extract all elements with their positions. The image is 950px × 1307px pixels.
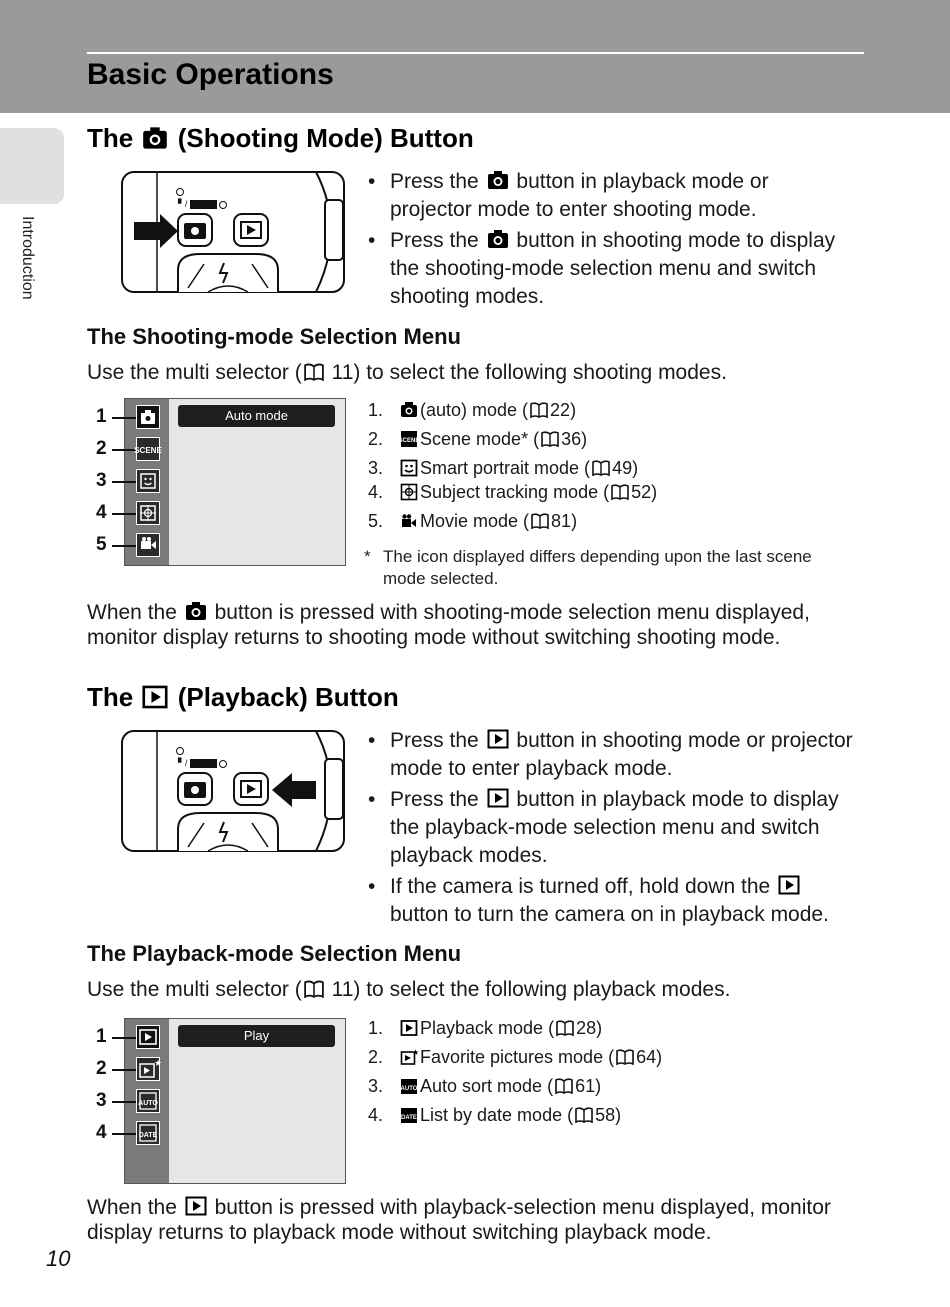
playback-menu-heading: The Playback-mode Selection Menu bbox=[87, 941, 462, 966]
list-by-date-icon bbox=[400, 1106, 418, 1124]
playback-mode-icon bbox=[136, 1025, 160, 1049]
callout-number: 1 bbox=[96, 1026, 107, 1047]
svg-text:★: ★ bbox=[154, 1059, 163, 1069]
shooting-closing-text: When the button is pressed with shooting-mode selection menu displayed, monitor display returns to shooting mode without switching shooting mode. bbox=[87, 601, 810, 649]
svg-text:▘/: ▘/ bbox=[178, 758, 188, 768]
svg-text:AUTO: AUTO bbox=[400, 1086, 418, 1092]
svg-text:AUTO: AUTO bbox=[138, 1100, 158, 1107]
svg-text:DATE: DATE bbox=[138, 1132, 158, 1139]
smart-portrait-icon bbox=[400, 459, 418, 477]
list-item: 2. ★ Favorite pictures mode ( 64) bbox=[368, 1047, 663, 1067]
book-icon bbox=[556, 1019, 574, 1037]
svg-text:▘/: ▘/ bbox=[178, 199, 188, 209]
svg-text:DATE: DATE bbox=[401, 1115, 417, 1121]
list-item: • Press the button in shooting mode to display the shooting-mode selection menu and switch shooting modes. bbox=[366, 227, 856, 311]
book-icon bbox=[616, 1048, 634, 1066]
book-icon bbox=[530, 401, 548, 419]
auto-sort-icon bbox=[400, 1077, 418, 1095]
playback-menu-intro: Use the multi selector ( 11) to select the following playback modes. bbox=[87, 978, 731, 1001]
shooting-mode-list bbox=[368, 398, 657, 538]
section-tab bbox=[0, 128, 64, 204]
shooting-button-bullets bbox=[366, 168, 856, 314]
svg-text:★: ★ bbox=[412, 1048, 420, 1057]
book-icon bbox=[541, 430, 559, 448]
playback-icon bbox=[778, 874, 800, 896]
list-item: • Press the button in playback mode to display the playback-mode selection menu and switch playback modes. bbox=[366, 786, 856, 870]
playback-icon bbox=[487, 728, 509, 750]
callout-number: 5 bbox=[96, 534, 107, 555]
callout-number: 3 bbox=[96, 470, 107, 491]
scene-mode-icon bbox=[400, 430, 418, 448]
shooting-button-heading: The (Shooting Mode) Button bbox=[87, 123, 474, 153]
list-item: 5. Movie mode ( 81) bbox=[368, 511, 578, 531]
book-icon bbox=[575, 1106, 593, 1124]
auto-mode-icon bbox=[136, 405, 160, 429]
list-item: 3. AUTO Auto sort mode ( 61) bbox=[368, 1076, 602, 1096]
list-item: 1. Playback mode ( 28) bbox=[368, 1018, 603, 1038]
scene-mode-icon bbox=[136, 437, 160, 461]
movie-mode-icon bbox=[400, 512, 418, 530]
callout-number: 1 bbox=[96, 406, 107, 427]
screen-title: Play bbox=[178, 1025, 335, 1047]
camera-icon bbox=[487, 228, 509, 250]
camera-icon bbox=[185, 600, 207, 622]
book-icon bbox=[611, 483, 629, 501]
list-item: • Press the button in playback mode or projector mode to enter shooting mode. bbox=[366, 168, 856, 224]
playback-mode-list bbox=[368, 1016, 662, 1132]
callout-number: 4 bbox=[96, 502, 107, 523]
chapter-header bbox=[0, 0, 950, 113]
book-icon bbox=[304, 979, 324, 999]
camera-back-illustration-playback bbox=[120, 729, 348, 853]
callout-number: 4 bbox=[96, 1122, 107, 1143]
playback-icon bbox=[185, 1195, 207, 1217]
shooting-mode-menu-screen bbox=[96, 398, 356, 568]
book-icon bbox=[304, 362, 324, 382]
playback-icon bbox=[487, 787, 509, 809]
list-by-date-icon bbox=[136, 1121, 160, 1145]
favorite-pictures-icon bbox=[136, 1057, 163, 1081]
playback-mode-menu-screen bbox=[96, 1018, 356, 1186]
movie-mode-icon bbox=[136, 533, 160, 557]
svg-text:SCENE: SCENE bbox=[398, 438, 420, 444]
callout-number: 2 bbox=[96, 438, 107, 459]
playback-button-bullets bbox=[366, 727, 856, 932]
list-item: 4. Subject tracking mode ( 52) bbox=[368, 482, 658, 502]
section-tab-label: Introduction bbox=[19, 216, 36, 300]
playback-mode-icon bbox=[400, 1019, 418, 1037]
camera-back-illustration-shooting bbox=[120, 170, 348, 294]
list-item: 4. DATE List by date mode ( 58) bbox=[368, 1105, 622, 1125]
playback-closing-text: When the button is pressed with playback-selection menu displayed, monitor display returns to playback mode without switching playback mode. bbox=[87, 1196, 831, 1244]
camera-icon bbox=[142, 125, 168, 151]
favorite-pictures-icon bbox=[400, 1048, 418, 1066]
scene-icon-footnote: * The icon displayed differs depending upon the last scene mode selected. bbox=[364, 547, 812, 588]
subject-tracking-icon bbox=[136, 501, 160, 525]
book-icon bbox=[531, 512, 549, 530]
callout-number: 3 bbox=[96, 1090, 107, 1111]
shooting-menu-heading: The Shooting-mode Selection Menu bbox=[87, 324, 461, 349]
screen-title: Auto mode bbox=[178, 405, 335, 427]
list-item: 3. Smart portrait mode ( 49) bbox=[368, 458, 639, 478]
page-number: 10 bbox=[46, 1246, 71, 1271]
shooting-menu-intro: Use the multi selector ( 11) to select the following shooting modes. bbox=[87, 361, 727, 384]
auto-sort-icon bbox=[136, 1089, 160, 1113]
callout-number: 2 bbox=[96, 1058, 107, 1079]
smart-portrait-icon bbox=[136, 469, 160, 493]
playback-icon bbox=[142, 684, 168, 710]
playback-button-heading: The (Playback) Button bbox=[87, 682, 399, 712]
auto-mode-icon bbox=[400, 401, 418, 419]
list-item: • Press the button in shooting mode or projector mode to enter playback mode. bbox=[366, 727, 856, 783]
list-item: 2. SCENE Scene mode* ( 36) bbox=[368, 429, 588, 449]
list-item: • If the camera is turned off, hold down the button to turn the camera on in playback mode. bbox=[366, 873, 856, 929]
book-icon bbox=[555, 1077, 573, 1095]
svg-text:SCENE: SCENE bbox=[134, 446, 162, 455]
list-item: 1. (auto) mode ( 22) bbox=[368, 400, 577, 420]
book-icon bbox=[592, 459, 610, 477]
subject-tracking-icon bbox=[400, 483, 418, 501]
camera-icon bbox=[487, 169, 509, 191]
chapter-title: Basic Operations bbox=[87, 58, 334, 91]
header-rule bbox=[87, 52, 864, 54]
